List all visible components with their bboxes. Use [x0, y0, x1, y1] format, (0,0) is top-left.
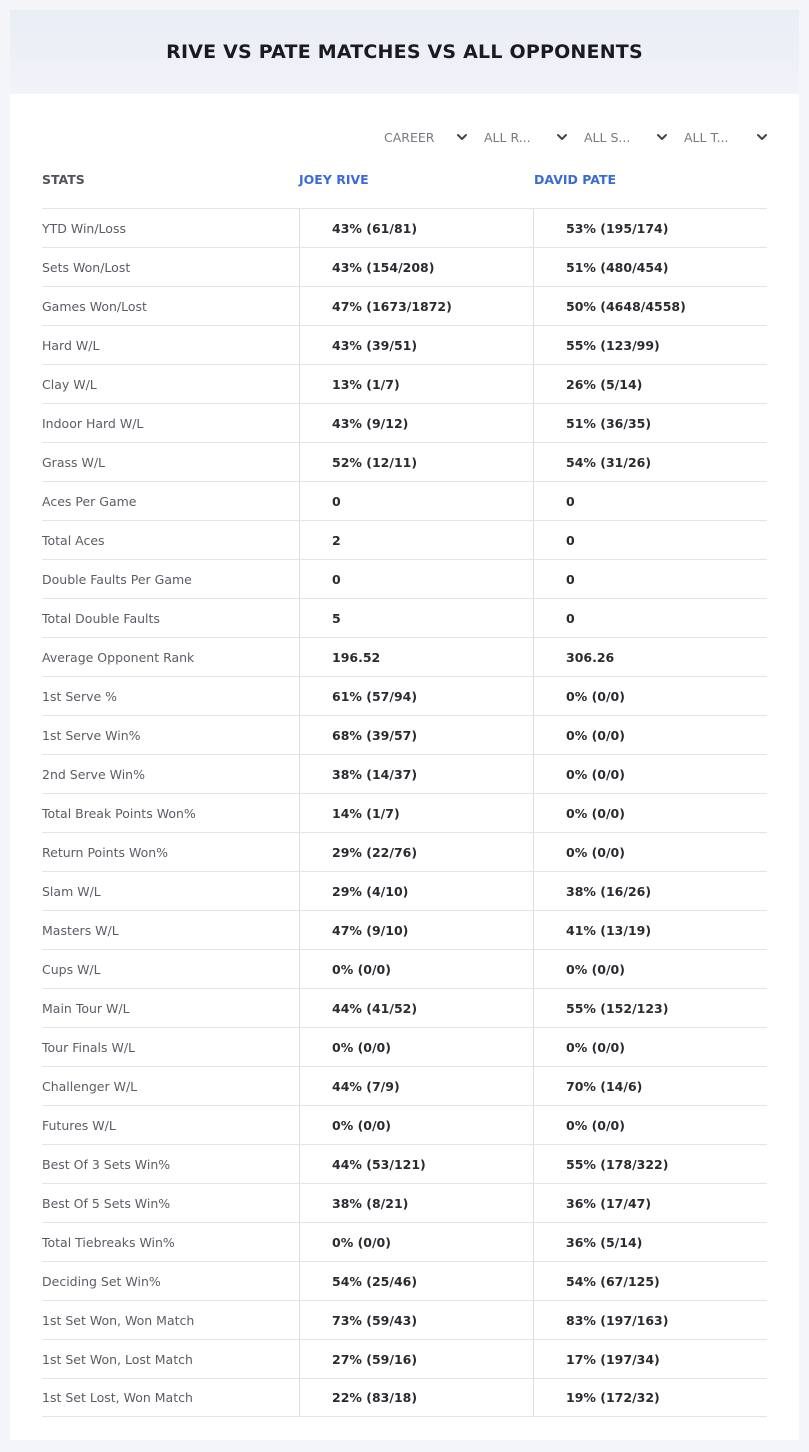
table-row [42, 247, 767, 286]
player2-value: 38% (16/26) [533, 872, 767, 910]
player1-value: 2 [299, 521, 533, 559]
filter-tournament-label: ALL T... [684, 129, 729, 145]
player2-value: 17% (197/34) [533, 1340, 767, 1378]
player1-value: 54% (25/46) [299, 1262, 533, 1300]
chevron-down-icon [556, 131, 568, 143]
table-row [42, 520, 767, 559]
table-row [42, 1261, 767, 1300]
table-row [42, 676, 767, 715]
filter-surface-select[interactable] [570, 126, 670, 148]
player1-value: 27% (59/16) [299, 1340, 533, 1378]
player2-value: 306.26 [533, 638, 767, 676]
player2-value: 55% (123/99) [533, 326, 767, 364]
stat-label: 1st Set Won, Lost Match [42, 1351, 193, 1367]
stat-label: YTD Win/Loss [42, 220, 126, 236]
stat-label: Average Opponent Rank [42, 649, 195, 665]
stat-label: 1st Serve % [42, 688, 118, 704]
table-row [42, 871, 767, 910]
player2-value: 70% (14/6) [533, 1067, 767, 1105]
chevron-down-icon [456, 131, 468, 143]
player2-value: 0% (0/0) [533, 950, 767, 988]
player1-value: 38% (8/21) [299, 1184, 533, 1222]
player2-value: 0% (0/0) [533, 677, 767, 715]
player2-value: 0% (0/0) [533, 716, 767, 754]
player2-value: 0% (0/0) [533, 1028, 767, 1066]
player1-value: 43% (9/12) [299, 404, 533, 442]
stat-label: Games Won/Lost [42, 298, 147, 314]
table-row [42, 910, 767, 949]
player1-value: 38% (14/37) [299, 755, 533, 793]
stat-label: Sets Won/Lost [42, 259, 131, 275]
player1-value: 29% (22/76) [299, 833, 533, 871]
player1-value: 43% (39/51) [299, 326, 533, 364]
table-row [42, 1222, 767, 1261]
table-row [42, 1339, 767, 1378]
column-header-player1[interactable]: JOEY RIVE [299, 172, 369, 187]
table-row [42, 403, 767, 442]
table-row [42, 793, 767, 832]
stats-card [10, 10, 799, 1440]
table-row [42, 637, 767, 676]
table-row [42, 1105, 767, 1144]
table-row [42, 1144, 767, 1183]
player2-value: 0 [533, 560, 767, 598]
table-row [42, 988, 767, 1027]
player2-value: 51% (36/35) [533, 404, 767, 442]
stat-label: Best Of 5 Sets Win% [42, 1195, 171, 1211]
stat-label: Return Points Won% [42, 844, 169, 860]
table-row [42, 598, 767, 637]
player2-value: 0 [533, 521, 767, 559]
stat-label: Futures W/L [42, 1117, 116, 1133]
column-header-player2[interactable]: DAVID PATE [534, 172, 617, 187]
stat-label: 1st Serve Win% [42, 727, 141, 743]
stat-label: Hard W/L [42, 337, 100, 353]
player1-value: 73% (59/43) [299, 1301, 533, 1339]
chevron-down-icon [656, 131, 668, 143]
player2-value: 0% (0/0) [533, 833, 767, 871]
stats-table [42, 208, 767, 1417]
player1-value: 14% (1/7) [299, 794, 533, 832]
player1-value: 13% (1/7) [299, 365, 533, 403]
player1-value: 0 [299, 482, 533, 520]
player2-value: 55% (178/322) [533, 1145, 767, 1183]
stat-label: Indoor Hard W/L [42, 415, 144, 431]
player2-value: 0% (0/0) [533, 755, 767, 793]
stat-label: Deciding Set Win% [42, 1273, 161, 1289]
table-row [42, 442, 767, 481]
player2-value: 26% (5/14) [533, 365, 767, 403]
filter-bar [370, 126, 770, 148]
player1-value: 22% (83/18) [299, 1379, 533, 1416]
table-row [42, 286, 767, 325]
player2-value: 36% (17/47) [533, 1184, 767, 1222]
player1-value: 0% (0/0) [299, 950, 533, 988]
player2-value: 54% (31/26) [533, 443, 767, 481]
table-row [42, 364, 767, 403]
stat-label: Clay W/L [42, 376, 97, 392]
player2-value: 0% (0/0) [533, 794, 767, 832]
player2-value: 83% (197/163) [533, 1301, 767, 1339]
player1-value: 0% (0/0) [299, 1028, 533, 1066]
player1-value: 29% (4/10) [299, 872, 533, 910]
table-row [42, 832, 767, 871]
filter-tournament-select[interactable] [670, 126, 770, 148]
stat-label: Aces Per Game [42, 493, 137, 509]
player2-value: 53% (195/174) [533, 209, 767, 247]
stat-label: 1st Set Won, Won Match [42, 1312, 195, 1328]
stat-label: Best Of 3 Sets Win% [42, 1156, 171, 1172]
table-row [42, 559, 767, 598]
player1-value: 44% (41/52) [299, 989, 533, 1027]
stat-label: Slam W/L [42, 883, 101, 899]
filter-surface-label: ALL S... [584, 129, 631, 145]
column-header-stats: STATS [42, 172, 85, 187]
player2-value: 50% (4648/4558) [533, 287, 767, 325]
page-title: RIVE VS PATE MATCHES VS ALL OPPONENTS [166, 41, 643, 63]
player2-value: 41% (13/19) [533, 911, 767, 949]
player2-value: 19% (172/32) [533, 1379, 767, 1416]
stat-label: Total Aces [42, 532, 105, 548]
stat-label: 1st Set Lost, Won Match [42, 1390, 193, 1405]
filter-round-label: ALL R... [484, 129, 531, 145]
table-row [42, 325, 767, 364]
player1-value: 43% (154/208) [299, 248, 533, 286]
player1-value: 68% (39/57) [299, 716, 533, 754]
table-row [42, 208, 767, 247]
stat-label: Tour Finals W/L [42, 1039, 136, 1055]
table-row [42, 754, 767, 793]
player1-value: 43% (61/81) [299, 209, 533, 247]
chevron-down-icon [756, 131, 768, 143]
player1-value: 0% (0/0) [299, 1106, 533, 1144]
table-row [42, 1378, 767, 1417]
player1-value: 52% (12/11) [299, 443, 533, 481]
player2-value: 54% (67/125) [533, 1262, 767, 1300]
player1-value: 196.52 [299, 638, 533, 676]
player1-value: 47% (1673/1872) [299, 287, 533, 325]
filter-period-select[interactable] [370, 126, 470, 148]
stat-label: Total Tiebreaks Win% [42, 1234, 175, 1250]
player1-value: 44% (53/121) [299, 1145, 533, 1183]
table-row [42, 1300, 767, 1339]
player1-value: 44% (7/9) [299, 1067, 533, 1105]
player1-value: 61% (57/94) [299, 677, 533, 715]
stat-label: Masters W/L [42, 922, 119, 938]
table-row [42, 949, 767, 988]
stat-label: Challenger W/L [42, 1078, 138, 1094]
player1-value: 0% (0/0) [299, 1223, 533, 1261]
card-header [10, 10, 799, 94]
stat-label: 2nd Serve Win% [42, 766, 145, 782]
player2-value: 51% (480/454) [533, 248, 767, 286]
stat-label: Total Break Points Won% [42, 805, 196, 821]
stat-label: Total Double Faults [42, 610, 160, 626]
filter-round-select[interactable] [470, 126, 570, 148]
player2-value: 55% (152/123) [533, 989, 767, 1027]
table-row [42, 1027, 767, 1066]
player2-value: 36% (5/14) [533, 1223, 767, 1261]
table-row [42, 1066, 767, 1105]
player1-value: 0 [299, 560, 533, 598]
stat-label: Double Faults Per Game [42, 571, 192, 587]
player2-value: 0 [533, 482, 767, 520]
table-row [42, 481, 767, 520]
player1-value: 5 [299, 599, 533, 637]
stat-label: Grass W/L [42, 454, 106, 470]
table-row [42, 1183, 767, 1222]
stat-label: Main Tour W/L [42, 1000, 130, 1016]
stat-label: Cups W/L [42, 961, 101, 977]
filter-period-label: CAREER [384, 129, 435, 145]
player2-value: 0% (0/0) [533, 1106, 767, 1144]
table-row [42, 715, 767, 754]
player1-value: 47% (9/10) [299, 911, 533, 949]
player2-value: 0 [533, 599, 767, 637]
